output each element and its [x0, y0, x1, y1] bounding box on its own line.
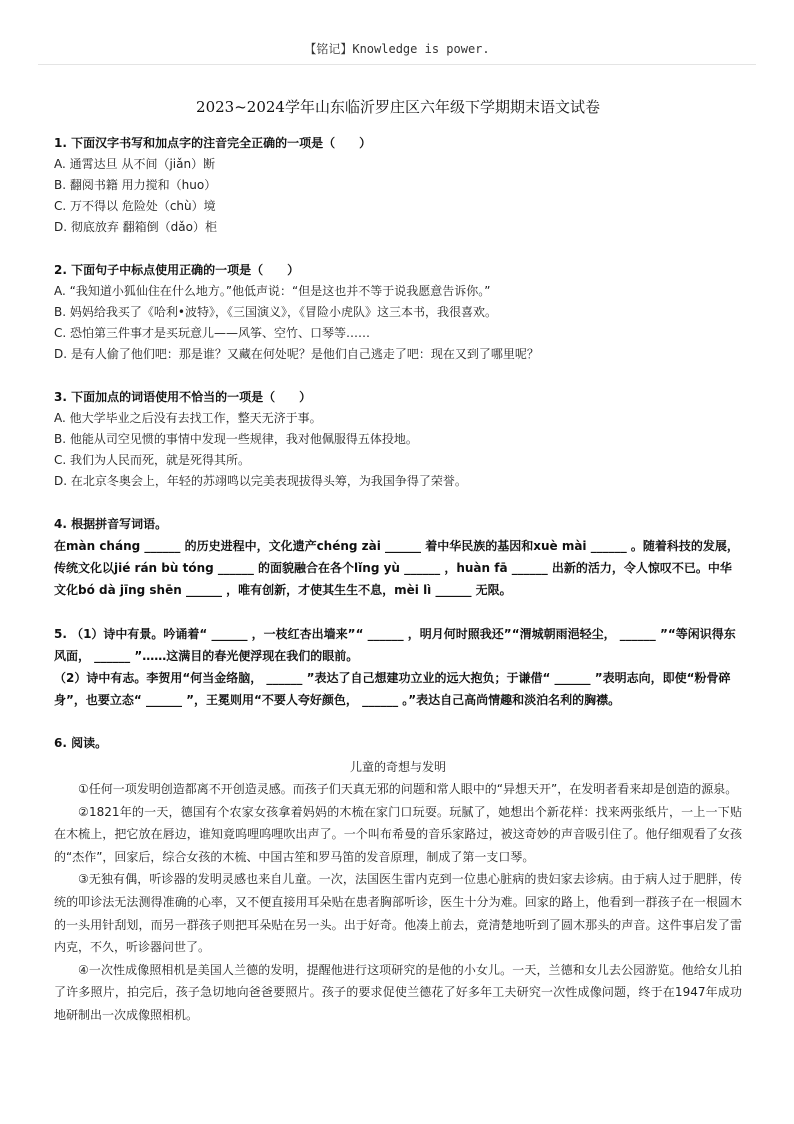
question-6-stem: 6. 阅读。: [54, 736, 108, 750]
spacer: [54, 238, 742, 260]
question-5: [54, 623, 742, 711]
question-2-option-c: C. 恐怕第三件事才是买玩意儿——风筝、空竹、口琴等……: [54, 326, 371, 340]
question-3-option-a: A. 他大学毕业之后没有去找工作，整天无济于事。: [54, 411, 322, 425]
question-1-stem: 1. 下面汉字书写和加点字的注音完全正确的一项是（ ）: [54, 136, 372, 150]
spacer: [54, 365, 742, 387]
question-5-part-1: 5. （1）诗中有景。吟诵着“ ______ ，一枝红杏出墙来”“ ______ ，明月何时照我还”“渭城朝雨浥轻尘， ______ ”“等闲识得东风面， ______ ”……这满目的春光便浮现在我们的眼前。: [54, 627, 736, 663]
exam-title: 2023~2024学年山东临沂罗庄区六年级下学期期末语文试卷: [196, 98, 600, 116]
question-1-option-d: D. 彻底放弃 翻箱倒（dǎo）柜: [54, 220, 217, 234]
question-4: [54, 514, 742, 601]
header-divider: [38, 64, 756, 65]
question-3-option-d: D. 在北京冬奥会上，年轻的苏翊鸣以完美表现拔得头筹，为我国争得了荣誉。: [54, 474, 467, 488]
spacer: [54, 601, 742, 623]
question-2-option-d: D. 是有人偷了他们吧：那是谁？又藏在何处呢？是他们自己逃走了吧：现在又到了哪里呢？: [54, 347, 539, 361]
spacer: [54, 492, 742, 514]
spacer: [54, 711, 742, 733]
question-6: [54, 733, 742, 1027]
question-4-text: 在màn cháng ______ 的历史进程中，文化遗产chéng zài ______ 着中华民族的基因和xuè mài ______ 。随着科技的发展，传统文化以jié rán bù tóng ______ 的面貌融合在各个lǐng yù ______ ，huàn fā ______ 出新的活力，令人惊叹不已。中华文化bó dà jīng shēn ______ ，唯有创新，才使其生生不息，mèi lì ______ 无限。: [54, 539, 739, 597]
passage-paragraph-3: ③无独有偶，听诊器的发明灵感也来自儿童。一次，法国医生雷内克到一位患心脏病的贵妇家去诊病。由于病人过于肥胖，传统的叩诊法无法测得准确的心率，又不便直接用耳朵贴在患者胸部听诊，医生十分为难。回家的路上，他看到一群孩子在一根圆木的一头用针刮划，而另一群孩子则把耳朵贴在另一头。出于好奇。他凑上前去，竟清楚地听到了圆木那头的声音。这件事启发了雷内克，不久，听诊器问世了。: [54, 872, 742, 955]
exam-content: [54, 96, 742, 1027]
question-3-stem: 3. 下面加点的词语使用不恰当的一项是（ ）: [54, 390, 312, 404]
question-1-option-c: C. 万不得以 危险处（chù）境: [54, 199, 216, 213]
question-3-option-b: B. 他能从司空见惯的事情中发现一些规律，我对他佩服得五体投地。: [54, 432, 418, 446]
question-5-part-2: （2）诗中有志。李贺用“何当金络脑， ______ ”表达了自己想建功立业的远大抱负；于谦借“ ______ ”表明志向，即使“粉骨碎身”，也要立态“ ______ ”，王冕则用“不要人夸好颜色， ______ 。”表达自己高尚情趣和淡泊名利的胸襟。: [54, 671, 731, 707]
question-2-stem: 2. 下面句子中标点使用正确的一项是（ ）: [54, 263, 300, 277]
page-header: 【铭记】Knowledge is power.: [304, 42, 490, 56]
question-3-option-c: C. 我们为人民而死，就是死得其所。: [54, 453, 251, 467]
passage-paragraph-2: ②1821年的一天，德国有个农家女孩拿着妈妈的木梳在家门口玩耍。玩腻了，她想出个新花样：找来两张纸片，一上一下贴在木梳上，把它放在唇边，谁知竟呜哩呜哩吹出声了。一个叫布希曼的音乐家路过，被这奇妙的声音吸引住了。他仔细观看了女孩的“杰作”，回家后，综合女孩的木梳、中国古笙和罗马笛的发音原理，制成了第一支口琴。: [54, 804, 742, 864]
question-1-option-b: B. 翻阅书籍 用力搅和（huo）: [54, 178, 217, 192]
question-1: [54, 133, 742, 238]
question-2: [54, 260, 742, 365]
question-2-option-b: B. 妈妈给我买了《哈利•波特》，《三国演义》，《冒险小虎队》这三本书，我很喜欢。: [54, 305, 497, 319]
question-3: [54, 387, 742, 492]
passage-paragraph-1: ①任何一项发明创造都离不开创造灵感。而孩子们天真无邪的问题和常人眼中的“异想天开”，在发明者看来却是创造的源泉。: [78, 782, 738, 796]
question-4-stem: 4. 根据拼音写词语。: [54, 517, 168, 531]
question-2-option-a: A. “我知道小狐仙住在什么地方。”他低声说：“但是这也并不等于说我愿意告诉你。”: [54, 284, 491, 298]
passage-paragraph-4: ④一次性成像照相机是美国人兰德的发明，提醒他进行这项研究的是他的小女儿。一天，兰德和女儿去公园游览。他给女儿拍了许多照片，拍完后，孩子急切地向爸爸要照片。孩子的要求促使兰德花了好多年工夫研究一次性成像问题，终于在1947年成功地研制出一次成像照相机。: [54, 962, 742, 1022]
question-1-option-a: A. 通霄达旦 从不间（jiǎn）断: [54, 157, 216, 171]
passage-title: 儿童的奇想与发明: [349, 760, 446, 774]
